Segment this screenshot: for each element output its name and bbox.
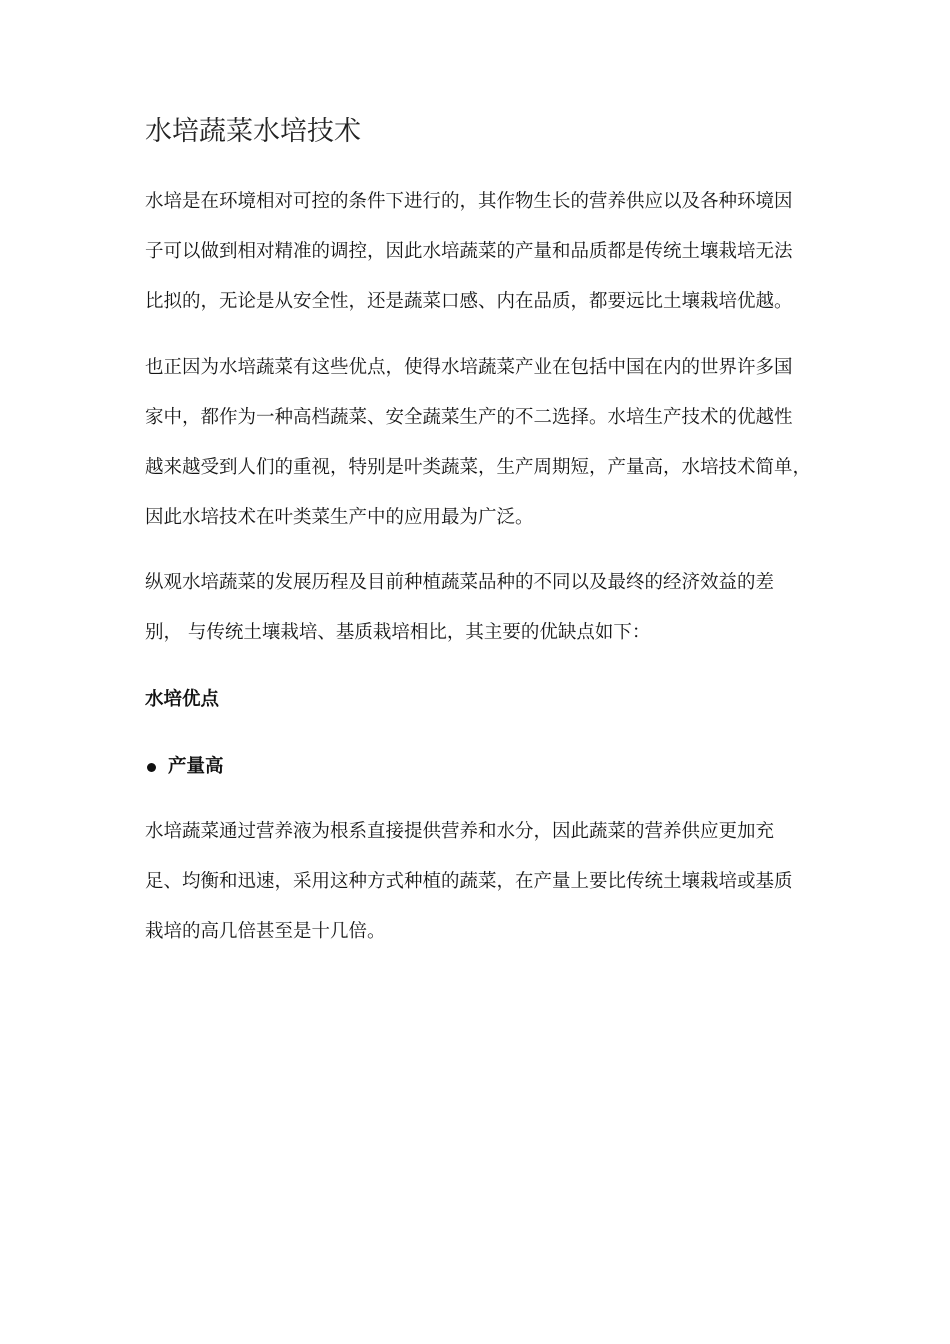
section-heading: 水培优点 <box>145 689 220 710</box>
text-line: 足、均衡和迅速，采用这种方式种植的蔬菜，在产量上要比传统土壤栽培或基质 <box>145 871 793 892</box>
text-line: 子可以做到相对精准的调控，因此水培蔬菜的产量和品质都是传统土壤栽培无法 <box>145 241 793 262</box>
text-line: 越来越受到人们的重视，特别是叶类蔬菜，生产周期短，产量高，水培技术简单， <box>145 457 812 478</box>
text-line: 家中，都作为一种高档蔬菜、安全蔬菜生产的不二选择。水培生产技术的优越性 <box>145 407 793 428</box>
paragraph-advantages-context <box>145 343 815 543</box>
text-line: 栽培的高几倍甚至是十几倍。 <box>145 921 386 942</box>
text-line: 纵观水培蔬菜的发展历程及目前种植蔬菜品种的不同以及最终的经济效益的差 <box>145 572 775 593</box>
paragraph-yield <box>145 807 815 957</box>
bullet-item <box>145 752 224 782</box>
text-line: 别， 与传统土壤栽培、基质栽培相比，其主要的优缺点如下： <box>145 622 651 643</box>
paragraph-comparison <box>145 558 815 658</box>
paragraph-intro <box>145 177 815 327</box>
text-line: 也正因为水培蔬菜有这些优点，使得水培蔬菜产业在包括中国在内的世界许多国 <box>145 357 793 378</box>
bullet-label: 产量高 <box>168 756 224 777</box>
text-line: 水培是在环境相对可控的条件下进行的，其作物生长的营养供应以及各种环境因 <box>145 191 793 212</box>
bullet-dot-icon <box>147 763 156 772</box>
text-line: 水培蔬菜通过营养液为根系直接提供营养和水分，因此蔬菜的营养供应更加充 <box>145 821 775 842</box>
document-title: 水培蔬菜水培技术 <box>145 116 361 147</box>
text-line: 比拟的，无论是从安全性，还是蔬菜口感、内在品质，都要远比土壤栽培优越。 <box>145 291 793 312</box>
text-line: 因此水培技术在叶类菜生产中的应用最为广泛。 <box>145 507 534 528</box>
